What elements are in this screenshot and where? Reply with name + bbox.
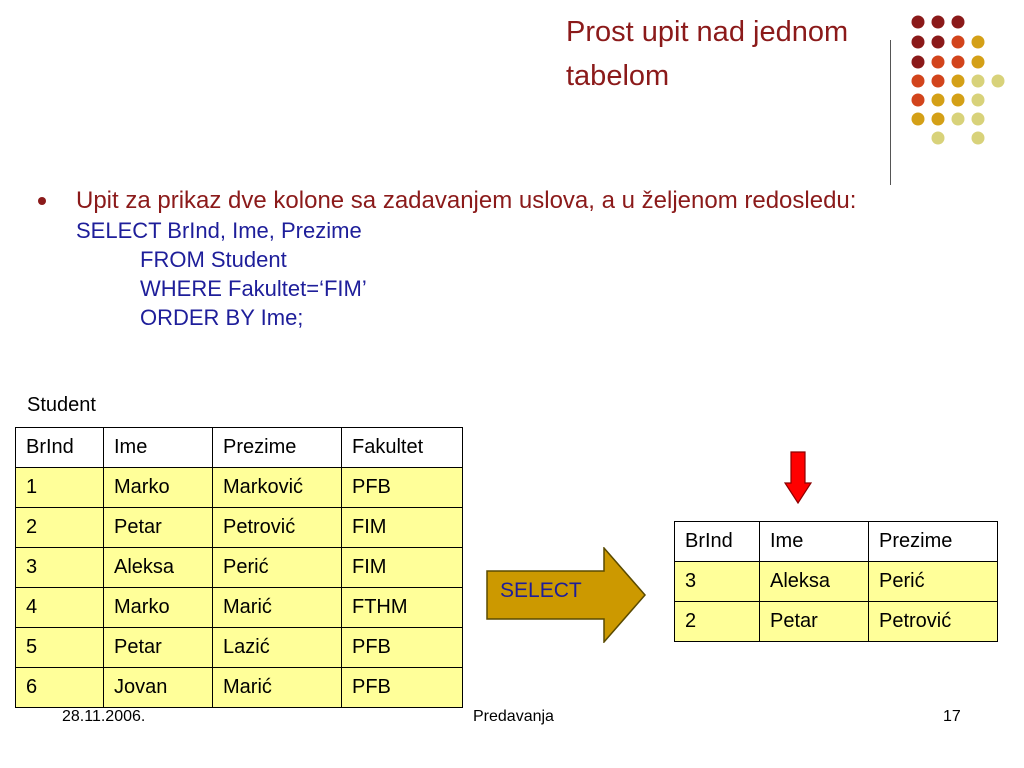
student-table-row (16, 468, 463, 508)
result-table-row (675, 602, 998, 642)
student-table-cell: Petar (104, 628, 213, 668)
student-table-cell: 6 (16, 668, 104, 708)
decor-dot (952, 36, 965, 49)
select-label: SELECT (500, 579, 582, 602)
decor-dot (972, 75, 985, 88)
decor-dot (932, 56, 945, 69)
down-arrow-icon (784, 451, 812, 505)
decor-dot (992, 75, 1005, 88)
student-table-cell: 2 (16, 508, 104, 548)
decor-dot (932, 94, 945, 107)
result-table-cell: 3 (675, 562, 760, 602)
divider-line (890, 40, 891, 185)
footer-label: Predavanja (473, 708, 554, 725)
result-table-header-cell: BrInd (675, 522, 760, 562)
decor-dot (952, 56, 965, 69)
decor-dot (912, 16, 925, 29)
sql-line-order: ORDER BY Ime; (140, 305, 304, 330)
decor-dot (972, 94, 985, 107)
student-table-cell: Marko (104, 588, 213, 628)
decor-dot (912, 56, 925, 69)
student-table-header-cell: Prezime (213, 428, 342, 468)
slide-title-line-2: tabelom (566, 60, 670, 92)
result-table (674, 521, 998, 642)
student-table-header-cell: Ime (104, 428, 213, 468)
student-table-cell: PFB (342, 668, 463, 708)
decor-dot (912, 75, 925, 88)
student-table-cell: Petar (104, 508, 213, 548)
result-table-cell: Petrović (869, 602, 998, 642)
student-table-cell: 5 (16, 628, 104, 668)
student-table-header-cell: Fakultet (342, 428, 463, 468)
student-table-row (16, 668, 463, 708)
table-caption: Student (27, 394, 96, 416)
bullet-text: Upit za prikaz dve kolone sa zadavanjem uslova, a u željenom redosledu: (76, 187, 857, 214)
student-table-cell: FIM (342, 508, 463, 548)
decor-dot (972, 132, 985, 145)
decor-dot (952, 113, 965, 126)
student-table-row (16, 628, 463, 668)
page-number: 17 (943, 708, 961, 725)
sql-query (76, 216, 918, 332)
student-table-cell: Marić (213, 668, 342, 708)
sql-line-select: SELECT BrInd, Ime, Prezime (76, 218, 362, 243)
student-table-row (16, 548, 463, 588)
decor-dot (912, 94, 925, 107)
result-table-cell: Aleksa (760, 562, 869, 602)
footer-date: 28.11.2006. (62, 708, 146, 725)
student-table-cell: Lazić (213, 628, 342, 668)
sql-line-where: WHERE Fakultet=‘FIM’ (140, 276, 367, 301)
student-table-cell: 4 (16, 588, 104, 628)
student-table-header-cell: BrInd (16, 428, 104, 468)
student-table-cell: Perić (213, 548, 342, 588)
student-table-cell: Aleksa (104, 548, 213, 588)
student-table-cell: Marko (104, 468, 213, 508)
bullet-icon (38, 197, 46, 205)
sql-line-from: FROM Student (140, 247, 287, 272)
student-table-cell: FTHM (342, 588, 463, 628)
result-table-cell: Petar (760, 602, 869, 642)
decor-dot (932, 113, 945, 126)
decor-dot (932, 75, 945, 88)
dot-grid-decoration (0, 0, 1024, 180)
student-table-cell: PFB (342, 468, 463, 508)
decor-dot (972, 113, 985, 126)
decor-dot (932, 132, 945, 145)
result-table-cell: Perić (869, 562, 998, 602)
student-table-cell: Jovan (104, 668, 213, 708)
select-arrow (486, 547, 646, 643)
result-table-cell: 2 (675, 602, 760, 642)
decor-dot (932, 36, 945, 49)
student-table-cell: FIM (342, 548, 463, 588)
student-table-header-row (16, 428, 463, 468)
result-table-header-row (675, 522, 998, 562)
student-table-cell: PFB (342, 628, 463, 668)
decor-dot (952, 16, 965, 29)
student-table-cell: 3 (16, 548, 104, 588)
result-table-header-cell: Prezime (869, 522, 998, 562)
student-table-cell: Petrović (213, 508, 342, 548)
decor-dot (972, 56, 985, 69)
decor-dot (932, 16, 945, 29)
student-table-cell: 1 (16, 468, 104, 508)
decor-dot (952, 75, 965, 88)
decor-dot (952, 94, 965, 107)
result-table-header-cell: Ime (760, 522, 869, 562)
student-table-cell: Marić (213, 588, 342, 628)
student-table-row (16, 508, 463, 548)
decor-dot (912, 36, 925, 49)
slide-title-line-1: Prost upit nad jednom (566, 16, 849, 48)
decor-dot (972, 36, 985, 49)
student-table-row (16, 588, 463, 628)
decor-dot (912, 113, 925, 126)
result-table-row (675, 562, 998, 602)
student-table-cell: Marković (213, 468, 342, 508)
bullet-block (38, 186, 918, 332)
student-table (15, 427, 463, 708)
